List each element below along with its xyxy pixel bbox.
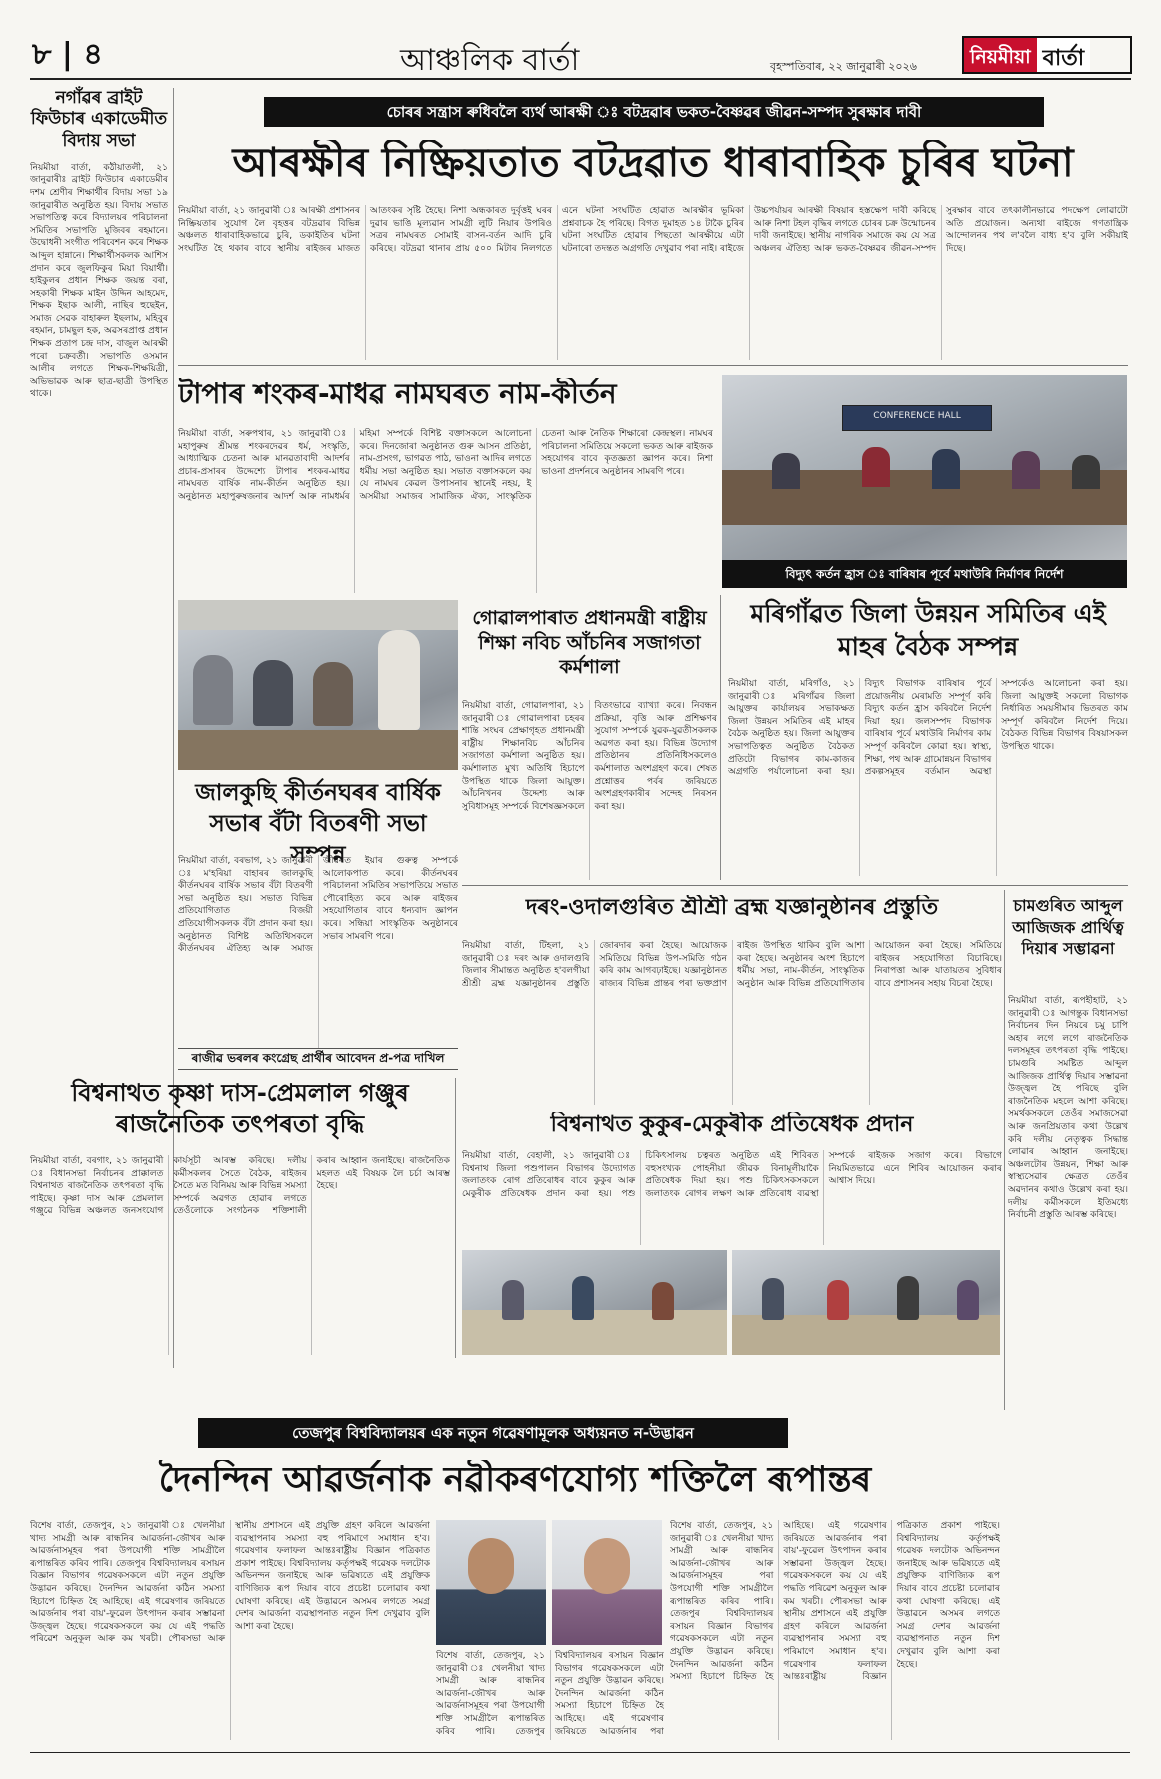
- conference-photo-caption: বিদ্যুৎ কৰ্তন হ্ৰাস ঃ বাৰিষাৰ পূৰ্বে মথাউৰি নিৰ্মাণৰ নিৰ্দেশ: [722, 560, 1127, 588]
- chamaguri-body: নিয়মীয়া বাৰ্তা, ৰূপহীহাট, ২১ জানুৱাৰী ঃ আগন্তুক বিধানসভা নিৰ্বাচনৰ দিন নিয়ৰে চমু চাপি অহাৰ লগে লগে ৰাজনৈতিক দলসমূহৰ তৎপৰতা বৃদ্ধি পাইছে। চামগুৰি সমষ্টিত আব্দুল আজিজক প্ৰাৰ্থিত্ব দিয়াৰ সম্ভাৱনা উজ্জ্বল হৈ পৰিছে বুলি ৰাজনৈতিক মহলে আশা কৰিছে। সমৰ্থকসকলে তেওঁৰ সমাজসেৱা আৰু জনপ্ৰিয়তাৰ কথা উল্লেখ কৰি দলীয় নেতৃত্বক সিদ্ধান্ত লোৱাৰ আহ্বান জনাইছে। অঞ্চলটোৰ উন্নয়ন, শিক্ষা আৰু স্বাস্থ্যসেৱাৰ ক্ষেত্ৰত তেওঁৰ অৱদানৰ কথাও উল্লেখ কৰা হয়। দলীয় কৰ্মীসকলে ইতিমধ্যে নিৰ্বাচনী প্ৰস্তুতি আৰম্ভ কৰিছে।: [1008, 996, 1128, 1221]
- masthead: [962, 36, 1132, 74]
- page-number: ৮ | ৪: [32, 37, 103, 72]
- top-kicker: চোৰৰ সন্ত্ৰাস ৰুধিবলৈ ব্যৰ্থ আৰক্ষী ঃ বটদ্ৰৱাৰ ভকত-বৈষ্ণৱৰ জীৱন-সম্পদ সুৰক্ষাৰ দাবী: [264, 97, 1044, 127]
- tezpur-body-extra: বিশেষ বাৰ্তা, তেজপুৰ, ২১ জানুৱাৰী ঃ খেলনীয়া খাদ্য সামগ্ৰী আৰু ৰান্ধনিৰ আৱৰ্জনা-জৌখৰ আৰু আৱৰ্জনাসমূহৰ পৰা উপযোগী শক্তি সামগ্ৰীলৈ ৰূপান্তৰিত কৰিব পাৰি। তেজপুৰ বিশ্ববিদ্যালয়ৰ ৰসায়ন বিজ্ঞান বিভাগৰ গৱেষকসকলে এটা নতুন প্ৰযুক্তি উদ্ভাৱন কৰিছে। দৈনন্দিন আৱৰ্জনা কঠিন সমস্যা হিচাপে চিহ্নিত হৈ আহিছে। এই গৱেষণাৰ জৰিয়তে আৱৰ্জনাৰ পৰা বায়'-ফুৱেল উৎপাদন কৰাৰ সম্ভাৱনা উজ্জ্বল হৈছে। গৱেষকসকলে কয় যে এই পদ্ধতি পৰিৱেশ অনুকূল আৰু কম খৰচী। পৌৰসভা আৰু স্থানীয় প্ৰশাসনে এই প্ৰযুক্তি গ্ৰহণ কৰিলে আৱৰ্জনা ব্যৱস্থাপনাৰ সমস্যা বহু পৰিমাণে সমাধান হ'ব। গৱেষণাৰ ফলাফল আন্তঃৰাষ্ট্ৰীয় বিজ্ঞান পত্ৰিকাত প্ৰকাশ পাইছে। বিশ্ববিদ্যালয় কৰ্তৃপক্ষই গৱেষক দলটোক অভিনন্দন জনাইছে আৰু ভৱিষ্যতে এই প্ৰযুক্তিক বাণিজ্যিক ৰূপ দিয়াৰ বাবে প্ৰচেষ্টা চলোৱাৰ কথা ঘোষণা কৰিছে। এই উদ্ভাৱনে অসমৰ লগতে সমগ্ৰ দেশৰ আৱৰ্জনা ব্যৱস্থাপনাত নতুন দিশ দেখুৱাব বুলি আশা কৰা হৈছে।: [670, 1521, 1000, 1683]
- vaccination-photo-1: [462, 1250, 727, 1355]
- tezpur-body-left: বিশেষ বাৰ্তা, তেজপুৰ, ২১ জানুৱাৰী ঃ খেলনীয়া খাদ্য সামগ্ৰী আৰু ৰান্ধনিৰ আৱৰ্জনা-জৌখৰ আৰু আৱৰ্জনাসমূহৰ পৰা উপযোগী শক্তি সামগ্ৰীলৈ ৰূপান্তৰিত কৰিব পাৰি। তেজপুৰ বিশ্ববিদ্যালয়ৰ ৰসায়ন বিজ্ঞান বিভাগৰ গৱেষকসকলে এটা নতুন প্ৰযুক্তি উদ্ভাৱন কৰিছে। দৈনন্দিন আৱৰ্জনা কঠিন সমস্যা হিচাপে চিহ্নিত হৈ আহিছে। এই গৱেষণাৰ জৰিয়তে আৱৰ্জনাৰ পৰা বায়'-ফুৱেল উৎপাদন কৰাৰ সম্ভাৱনা উজ্জ্বল হৈছে। গৱেষকসকলে কয় যে এই পদ্ধতি পৰিৱেশ অনুকূল আৰু কম খৰচী। পৌৰসভা আৰু স্থানীয় প্ৰশাসনে এই প্ৰযুক্তি গ্ৰহণ কৰিলে আৱৰ্জনা ব্যৱস্থাপনাৰ সমস্যা বহু পৰিমাণে সমাধান হ'ব। গৱেষণাৰ ফলাফল আন্তঃৰাষ্ট্ৰীয় বিজ্ঞান পত্ৰিকাত প্ৰকাশ পাইছে। বিশ্ববিদ্যালয় কৰ্তৃপক্ষই গৱেষক দলটোক অভিনন্দন জনাইছে আৰু ভৱিষ্যতে এই প্ৰযুক্তিক বাণিজ্যিক ৰূপ দিয়াৰ বাবে প্ৰচেষ্টা চলোৱাৰ কথা ঘোষণা কৰিছে। এই উদ্ভাৱনে অসমৰ লগতে সমগ্ৰ দেশৰ আৱৰ্জনা ব্যৱস্থাপনাত নতুন দিশ দেখুৱাব বুলি আশা কৰা হৈছে।: [30, 1521, 430, 1645]
- biswanath1-headline: বিশ্বনাথত কৃষ্ণা দাস-প্ৰেমলাল গঞ্জুৰ ৰাজনৈতিক তৎপৰতা বৃদ্ধি: [71, 1079, 409, 1139]
- goalpara-headline: গোৱালপাৰাত প্ৰধানমন্ত্ৰী ৰাষ্ট্ৰীয় শিক্ষা নবিচ আঁচনিৰ সজাগতা কৰ্মশালা: [472, 607, 707, 679]
- biswanath2-headline: বিশ্বনাথত কুকুৰ-মেকুৰীক প্ৰতিষেধক প্ৰদান: [550, 1112, 914, 1137]
- tezpur-headline: দৈনন্দিন আৱৰ্জনাক নৱীকৰণযোগ্য শক্তিলৈ ৰূপান্তৰ: [158, 1460, 872, 1500]
- researcher-photo-1: [436, 1520, 546, 1645]
- rajib-strip-text: ৰাজীৱ ভৰলৰ কংগ্ৰেছ প্ৰাৰ্থীৰ আবেদন প্ৰ-পত্ৰ দাখিল: [178, 1048, 458, 1070]
- section-title: আঞ্চলিক বাৰ্তা: [400, 43, 580, 78]
- conference-photo: [722, 375, 1127, 560]
- left-column-headline: নগাঁৱৰ ব্ৰাইট ফিউচাৰ একাডেমীত বিদায় সভা: [30, 88, 168, 151]
- bottom-kicker: তেজপুৰ বিশ্ববিদ্যালয়ৰ এক নতুন গৱেষণামূলক অধ্যয়নত ন-উদ্ভাৱন: [198, 1418, 788, 1448]
- lead-headline: আৰক্ষীৰ নিষ্ক্ৰিয়তাত বটদ্ৰৱাত ধাৰাবাহিক চুৰিৰ ঘটনা: [232, 140, 1074, 186]
- tapar-body: নিয়মীয়া বাৰ্তা, সৰুপথাৰ, ২১ জানুৱাৰী ঃ মহাপুৰুষ শ্ৰীমন্ত শংকৰদেৱৰ ধৰ্ম, সংস্কৃতি, আধ্যাত্মিক চেতনা আৰু মানৱতাবাদী আদৰ্শৰ প্ৰচাৰ-প্ৰসাৰৰ উদ্দেশ্যে টাপাৰ শংকৰ-মাধৱ নামঘৰত বাৰ্ষিক নাম-কীৰ্তন অনুষ্ঠিত হয়। অনুষ্ঠানত মহাপুৰুষজনাৰ আদৰ্শ আৰু নামধৰ্মৰ মহিমা সম্পৰ্কে বিশিষ্ট বক্তাসকলে আলোচনা কৰে। দিনজোৰা অনুষ্ঠানত গুৰু আসন প্ৰতিষ্ঠা, নাম-প্ৰসংগ, ভাগৱত পাঠ, ভাওনা আদিৰ লগতে ধৰ্মীয় সভা অনুষ্ঠিত হয়। সভাত বক্তাসকলে কয় যে নামঘৰ কেৱল উপাসনাৰ স্থানেই নহয়, ই অসমীয়া সমাজৰ সামাজিক ঐক্য, সাংস্কৃতিক চেতনা আৰু নৈতিক শিক্ষাৰো কেন্দ্ৰস্থল। নামঘৰ পৰিচালনা সমিতিয়ে সকলো ভকত আৰু ৰাইজক সহযোগৰ বাবে কৃতজ্ঞতা জ্ঞাপন কৰে। নিশা ভাওনা প্ৰদৰ্শনৰে অনুষ্ঠানৰ সামৰণি পৰে।: [178, 429, 713, 502]
- left-column-body: নিয়মীয়া বাৰ্তা, কঠীয়াতলী, ২১ জানুৱাৰীঃ ব্ৰাইট ফিউচাৰ একাডেমীৰ দশম শ্ৰেণীৰ শিক্ষাৰ্থীৰ বিদায় সভা ১৯ জানুৱাৰীত অনুষ্ঠিত হয়। বিদায় সভাত সভাপতিত্ব কৰে বিদ্যালয়ৰ পৰিচালনা সমিতিৰ সভাপতি মুজিবৰ ৰহমানে। উদ্বোধনী সংগীত পৰিবেশন কৰে শিক্ষক আব্দুল হান্নানে। শিক্ষাৰ্থীসকলক আশিস প্ৰদান কৰে জুলফিকুৰ মিয়া বিয়াৰ্থী। হাইকুলৰ প্ৰধান শিক্ষক জয়ন্ত বৰা, সহকাৰী শিক্ষক মাইন উদ্দিন আহমেদ, শিক্ষক ইছাক আলী, নাছিৰ হুছেইন, সমাজ সেৱক বাহাৰুল ইছলাম, মহিবুৰ ৰহমান, চামছুল হক, অৱসৰপ্ৰাপ্ত প্ৰধান শিক্ষক প্ৰতাপ চন্দ্ৰ দাস, বাজুল আৰক্ষী পৰো চক্ৰবৰ্তী। সভাপতি ওসমান আলীৰ লগতে শিক্ষক-শিক্ষয়িত্ৰী, অভিভাৱক আৰু ছাত্ৰ-ছাত্ৰী উপস্থিত থাকে।: [30, 162, 168, 400]
- biswanath2-body: নিয়মীয়া বাৰ্তা, বেহালী, ২১ জানুৱাৰী ঃ বিশ্বনাথ জিলা পশুপালন বিভাগৰ উদ্যোগত জলাতংক ৰোগ প্ৰতিৰোধৰ বাবে কুকুৰ আৰু মেকুৰীক প্ৰতিষেধক প্ৰদান কৰা হয়। পশু চিকিৎসালয় চত্বৰত অনুষ্ঠিত এই শিবিৰত বহুসংখ্যক পোহনীয়া জীৱক বিনামূলীয়াকৈ প্ৰতিষেধক দিয়া হয়। পশু চিকিৎসকসকলে জলাতংক ৰোগৰ লক্ষণ আৰু প্ৰতিৰোধ ব্যৱস্থা সম্পৰ্কে ৰাইজক সজাগ কৰে। বিভাগে নিয়মিতভাৱে এনে শিবিৰ আয়োজন কৰাৰ আশ্বাস দিয়ে।: [462, 1151, 1002, 1199]
- researcher-photo-2: [552, 1520, 662, 1645]
- darrang-headline: দৰং-ওদালগুৰিত শ্ৰীশ্ৰী ব্ৰহ্ম যজ্ঞানুষ্ঠানৰ প্ৰস্তুতি: [525, 895, 939, 920]
- tezpur-body-right: বিশেষ বাৰ্তা, তেজপুৰ, ২১ জানুৱাৰী ঃ খেলনীয়া খাদ্য সামগ্ৰী আৰু ৰান্ধনিৰ আৱৰ্জনা-জৌখৰ আৰু আৱৰ্জনাসমূহৰ পৰা উপযোগী শক্তি সামগ্ৰীলৈ ৰূপান্তৰিত কৰিব পাৰি। তেজপুৰ বিশ্ববিদ্যালয়ৰ ৰসায়ন বিজ্ঞান বিভাগৰ গৱেষকসকলে এটা নতুন প্ৰযুক্তি উদ্ভাৱন কৰিছে। দৈনন্দিন আৱৰ্জনা কঠিন সমস্যা হিচাপে চিহ্নিত হৈ আহিছে। এই গৱেষণাৰ জৰিয়তে আৱৰ্জনাৰ পৰা: [436, 1651, 664, 1737]
- issue-date: বৃহস্পতিবাৰ, ২২ জানুৱাৰী ২০২৬: [770, 60, 917, 73]
- goalpara-body: নিয়মীয়া বাৰ্তা, গোৱালপাৰা, ২১ জানুৱাৰী ঃ গোৱালপাৰা চহৰৰ শান্তি সংঘৰ প্ৰেক্ষাগৃহত প্ৰধানমন্ত্ৰী ৰাষ্ট্ৰীয় শিক্ষানবিচ আঁচনিৰ সজাগতা কৰ্মশালা অনুষ্ঠিত হয়। কৰ্মশালাত মুখ্য অতিথি হিচাপে উপস্থিত থাকে জিলা আয়ুক্ত। আঁচনিখনৰ উদ্দেশ্য আৰু সুবিধাসমূহ সম্পৰ্কে বিশেষজ্ঞসকলে বিতংভাৱে ব্যাখ্যা কৰে। নিবন্ধন প্ৰক্ৰিয়া, বৃত্তি আৰু প্ৰশিক্ষণৰ সুযোগ সম্পৰ্কে যুৱক-যুৱতীসকলক অৱগত কৰা হয়। বিভিন্ন উদ্যোগ প্ৰতিষ্ঠানৰ প্ৰতিনিধিসকলেও কৰ্মশালাত অংশগ্ৰহণ কৰে। শেষত প্ৰশ্নোত্তৰ পৰ্বৰ জৰিয়তে অংশগ্ৰহণকাৰীৰ সন্দেহ নিৰসন কৰা হয়।: [462, 701, 717, 812]
- conference-hall-sign: CONFERENCE HALL: [873, 411, 961, 421]
- masthead-brand-left: নিয়মীয়া: [964, 38, 1037, 72]
- morigaon-body: নিয়মীয়া বাৰ্তা, মৰিগাঁও, ২১ জানুৱাৰী ঃ মৰিগাঁৱৰ জিলা আয়ুক্তৰ কাৰ্যালয়ৰ সভাকক্ষত জিলা উন্নয়ন সমিতিৰ এই মাহৰ বৈঠক অনুষ্ঠিত হয়। জিলা আয়ুক্তৰ সভাপতিত্বত অনুষ্ঠিত বৈঠকত প্ৰতিটো বিভাগৰ কাম-কাজৰ অগ্ৰগতি পৰ্যালোচনা কৰা হয়। বিদ্যুৎ বিভাগক বাৰিষাৰ পূৰ্বে প্ৰয়োজনীয় মেৰামতি সম্পূৰ্ণ কৰি বিদ্যুৎ কৰ্তন হ্ৰাস কৰিবলৈ নিৰ্দেশ দিয়া হয়। জলসম্পদ বিভাগক বাৰিষাৰ পূৰ্বে মথাউৰি নিৰ্মাণৰ কাম সম্পূৰ্ণ কৰিবলৈ কোৱা হয়। স্বাস্থ্য, শিক্ষা, পথ আৰু গ্ৰামোন্নয়ন বিভাগৰ প্ৰকল্পসমূহৰ বৰ্তমান অৱস্থা সম্পৰ্কেও আলোচনা কৰা হয়। জিলা আয়ুক্তই সকলো বিভাগক নিৰ্ধাৰিত সময়সীমাৰ ভিতৰত কাম সম্পূৰ্ণ কৰিবলৈ নিৰ্দেশ দিয়ে। বৈঠকত বিভিন্ন বিভাগৰ বিষয়াসকল উপস্থিত থাকে।: [728, 679, 1128, 778]
- jalkuchi-headline: জালকুছি কীৰ্তনঘৰৰ বাৰ্ষিক সভাৰ বঁটা বিতৰণী সভা সম্পন্ন: [195, 780, 441, 869]
- darrang-body: নিয়মীয়া বাৰ্তা, টিহলা, ২১ জানুৱাৰী ঃ দৰং আৰু ওদালগুৰি জিলাৰ সীমান্তত অনুষ্ঠিত হ'বলগীয়া শ্ৰীশ্ৰী ব্ৰহ্ম যজ্ঞানুষ্ঠানৰ প্ৰস্তুতি জোৰদাৰ কৰা হৈছে। আয়োজক সমিতিয়ে বিভিন্ন উপ-সমিতি গঠন কৰি কাম আগবঢ়াইছে। যজ্ঞানুষ্ঠানত ৰাজ্যৰ বিভিন্ন প্ৰান্তৰ পৰা ভক্তপ্ৰাণ ৰাইজ উপস্থিত থাকিব বুলি আশা কৰা হৈছে। অনুষ্ঠানৰ অংশ হিচাপে ধৰ্মীয় সভা, নাম-কীৰ্তন, সাংস্কৃতিক অনুষ্ঠান আৰু বিভিন্ন প্ৰতিযোগিতাৰ আয়োজন কৰা হৈছে। সমিতিয়ে ৰাইজৰ সহযোগিতা বিচাৰিছে। নিৰাপত্তা আৰু যাতায়তৰ সুবিধাৰ বাবে প্ৰশাসনৰ সহায় বিচৰা হৈছে।: [462, 941, 1002, 989]
- tapar-headline: টাপাৰ শংকৰ-মাধৱ নামঘৰত নাম-কীৰ্তন: [178, 378, 617, 410]
- left-column-story: [30, 88, 168, 610]
- vaccination-photo-2: [732, 1250, 1000, 1355]
- jalkuchi-photo: [178, 600, 458, 770]
- morigaon-headline: মৰিগাঁৱত জিলা উন্নয়ন সমিতিৰ এই মাহৰ বৈঠক সম্পন্ন: [750, 599, 1106, 661]
- lead-body: নিয়মীয়া বাৰ্তা, ২১ জানুৱাৰী ঃ আৰক্ষী প্ৰশাসনৰ নিষ্ক্ৰিয়তাৰ সুযোগ লৈ বৃহত্তৰ বটদ্ৰৱাৰ বিভিন্ন অঞ্চলত ধাৰাবাহিকভাৱে চুৰি, ডকাইতিৰ ঘটনা সংঘটিত হৈ থকাৰ বাবে স্থানীয় ৰাইজৰ মাজত আতংকৰ সৃষ্টি হৈছে। নিশা অন্ধকাৰত দুৰ্বৃত্তই ঘৰৰ দুৱাৰ ভাঙি মূল্যৱান সামগ্ৰী লুটি নিয়াৰ উপৰিও সত্ৰৰ নামঘৰত সোমাই বাসন-বৰ্তন আদি চুৰি কৰিছে। বটদ্ৰৱা থানাৰ প্ৰায় ৫০০ মিটাৰ নিলগতে এনে ঘটনা সংঘটিত হোৱাত আৰক্ষীৰ ভূমিকা প্ৰশ্নবাচক হৈ পৰিছে। বিগত দুমাহত ১৪ টাকৈ চুৰিৰ ঘটনা সংঘটিত হোৱাৰ পিছতো আৰক্ষীয়ে এটা ঘটনাৰো তদন্তত অগ্ৰগতি দেখুৱাব পৰা নাই। ৰাইজে উচ্চপৰ্যায়ৰ আৰক্ষী বিষয়াৰ হস্তক্ষেপ দাবী কৰিছে আৰু নিশা টহল বৃদ্ধিৰ লগতে চোৰৰ চক্ৰ উন্মোচনৰ দাবী জনাইছে। স্থানীয় নাগৰিক সমাজে কয় যে সত্ৰ অঞ্চলৰ ঐতিহ্য আৰু ভকত-বৈষ্ণৱৰ জীৱন-সম্পদ সুৰক্ষাৰ বাবে তৎকালীনভাৱে পদক্ষেপ লোৱাটো অতি প্ৰয়োজন। অন্যথা ৰাইজে গণতান্ত্ৰিক আন্দোলনৰ পথ ল'বলৈ বাধ্য হ'ব বুলি সকীয়াই দিছে।: [178, 206, 1128, 254]
- biswanath1-body: নিয়মীয়া বাৰ্তা, বৰগাং, ২১ জানুৱাৰী ঃ বিধানসভা নিৰ্বাচনৰ প্ৰাক্কালত বিশ্বনাথত ৰাজনৈতিক তৎপৰতা বৃদ্ধি পাইছে। কৃষ্ণা দাস আৰু প্ৰেমলাল গঞ্জুৱে বিভিন্ন অঞ্চলত জনসংযোগ কাৰ্যসূচী আৰম্ভ কৰিছে। দলীয় কৰ্মীসকলৰ সৈতে বৈঠক, ৰাইজৰ সৈতে মত বিনিময় আৰু বিভিন্ন সমস্যা সম্পৰ্কে অৱগত হোৱাৰ লগতে তেওঁলোকে সংগঠনক শক্তিশালী কৰাৰ আহ্বান জনাইছে। ৰাজনৈতিক মহলত এই বিষয়ক লৈ চৰ্চা আৰম্ভ হৈছে।: [30, 1156, 450, 1217]
- jalkuchi-body: নিয়মীয়া বাৰ্তা, বৰভাগ, ২১ জানুৱাৰী ঃ ম'হৰিয়া বাহাৰৰ জালকুছি কীৰ্তনঘৰৰ বাৰ্ষিক সভাৰ বঁটা বিতৰণী সভা অনুষ্ঠিত হয়। সভাত বিভিন্ন প্ৰতিযোগিতাত বিজয়ী প্ৰতিযোগীসকলক বঁটা প্ৰদান কৰা হয়। অনুষ্ঠানত বিশিষ্ট অতিথিসকলে কীৰ্তনঘৰৰ ঐতিহ্য আৰু সমাজ জীৱনত ইয়াৰ গুৰুত্ব সম্পৰ্কে আলোকপাত কৰে। কীৰ্তনঘৰৰ পৰিচালনা সমিতিৰ সভাপতিয়ে সভাত পৌৰোহিত্য কৰে আৰু ৰাইজৰ সহযোগিতাৰ বাবে ধন্যবাদ জ্ঞাপন কৰে। সন্ধিয়া সাংস্কৃতিক অনুষ্ঠানৰে সভাৰ সামৰণি পৰে।: [178, 856, 458, 955]
- chamaguri-headline: চামগুৰিত আব্দুল আজিজক প্ৰাৰ্থিত্ব দিয়াৰ সম্ভাৱনা: [1012, 896, 1124, 959]
- masthead-brand-right: বাৰ্তা: [1037, 38, 1091, 72]
- header-rule: [30, 78, 1131, 80]
